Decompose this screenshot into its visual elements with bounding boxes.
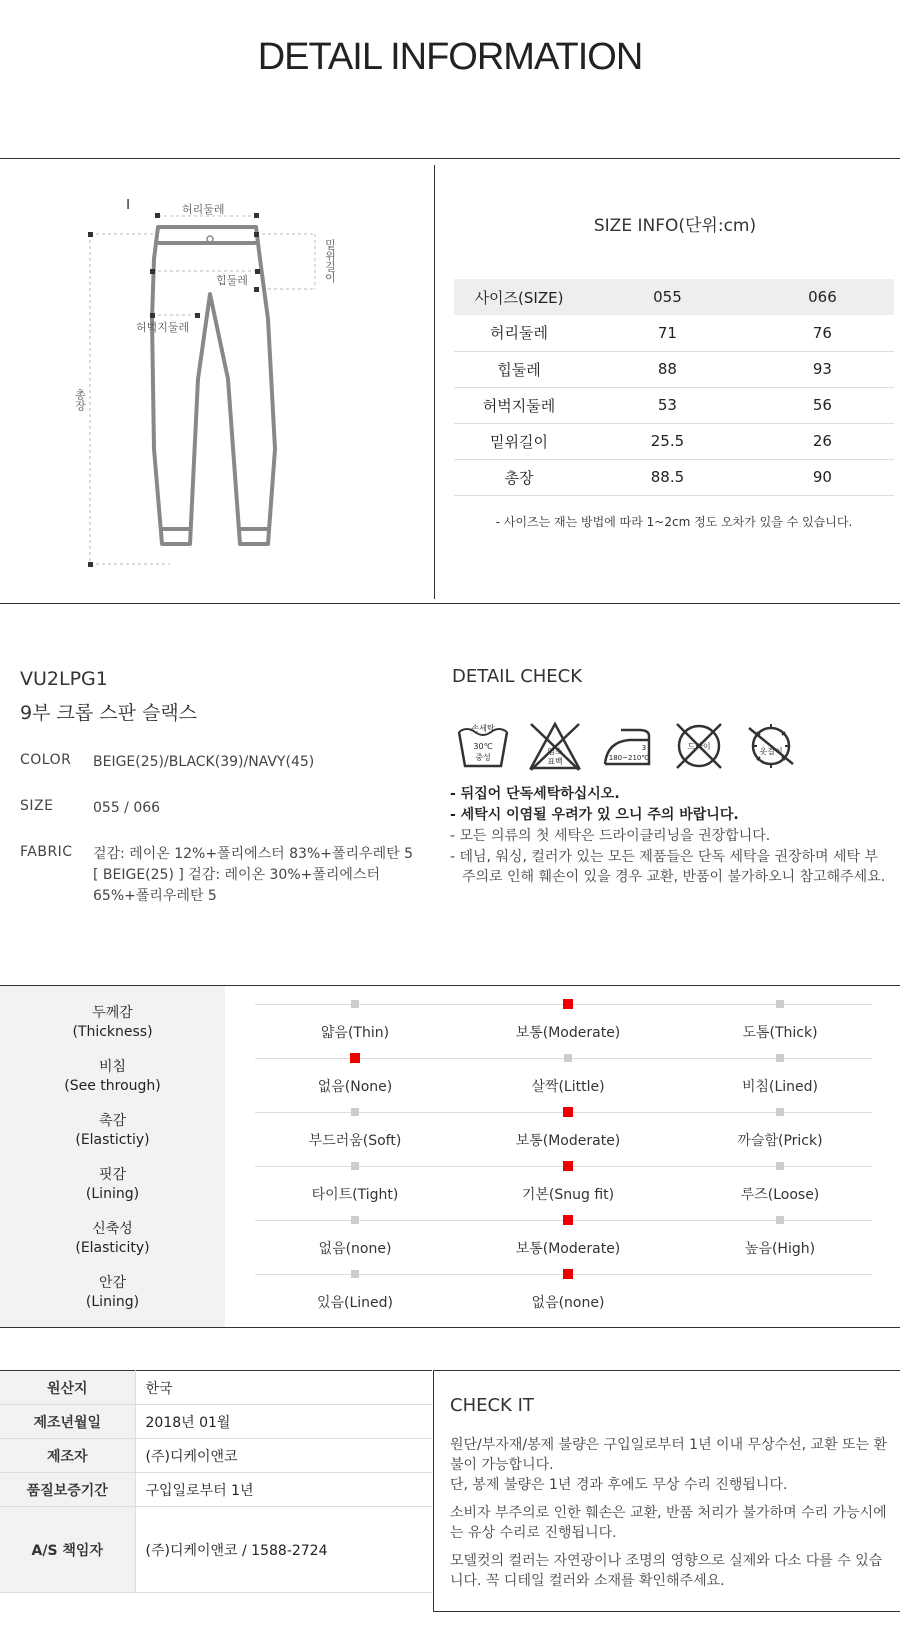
- no-hanging-icon: [743, 718, 799, 774]
- feel-marker: [351, 1108, 359, 1116]
- feel-label: [0, 1058, 225, 1096]
- page-title: DETAIL INFORMATION: [257, 36, 643, 78]
- feel-option: 없음(none): [318, 1241, 392, 1257]
- care-text: 드라이: [687, 742, 711, 751]
- no-bleach-icon: [527, 718, 583, 774]
- feel-label: [0, 1274, 225, 1312]
- feel-option: 까슬함(Prick): [737, 1133, 823, 1149]
- feel-selected-marker: [563, 1215, 573, 1225]
- check-paragraph: [450, 1435, 890, 1495]
- feel-row: [0, 1048, 900, 1102]
- product-info-table: [0, 1370, 432, 1593]
- info-value: 2018년 01월: [135, 1405, 432, 1439]
- hand-wash-30-icon: [455, 718, 511, 774]
- feel-marker: [351, 1270, 359, 1278]
- size-col-066: 066: [751, 279, 894, 315]
- hip-label: 힙둘레: [216, 274, 248, 287]
- feel-row: [0, 994, 900, 1048]
- spec-fabric-value: [93, 844, 423, 907]
- fabric-feel-section: [0, 985, 900, 1328]
- spec-size-value: 055 / 066: [93, 800, 161, 816]
- size-cell: 93: [751, 351, 894, 387]
- feel-label: [0, 1004, 225, 1042]
- info-value: 한국: [135, 1371, 432, 1405]
- care-text: 180~210℃: [608, 754, 650, 762]
- feel-selected-marker: [563, 1161, 573, 1171]
- feel-option: 비침(Lined): [741, 1079, 819, 1095]
- size-row-label: 허벅지둘레: [454, 387, 584, 423]
- feel-label: [0, 1220, 225, 1258]
- fabric-line-2: [ BEIGE(25) ] 겉감: 레이온 30%+폴리에스터 65%+폴리우레탄 5: [93, 867, 380, 904]
- feel-label: [0, 1166, 225, 1204]
- size-section: [0, 158, 900, 604]
- care-notes: [450, 784, 890, 888]
- spec-fabric: [20, 844, 440, 934]
- length-label: 총장: [73, 389, 87, 411]
- size-cell: 25.5: [584, 423, 751, 459]
- info-key: A/S 책임자: [0, 1507, 135, 1593]
- feel-marker: [351, 1162, 359, 1170]
- size-table: [454, 279, 894, 496]
- size-cell: 26: [751, 423, 894, 459]
- feel-option: 보통(Moderate): [515, 1241, 621, 1257]
- table-row: [454, 387, 894, 423]
- size-col-label: 사이즈(SIZE): [454, 279, 584, 315]
- feel-option: 있음(Lined): [316, 1295, 394, 1311]
- feel-marker: [564, 1054, 572, 1062]
- care-text: 염소: [547, 747, 563, 756]
- feel-option: 보통(Moderate): [515, 1133, 621, 1149]
- check-line: 단, 봉제 불량은 1년 경과 후에도 무상 수리 진행됩니다.: [450, 1477, 788, 1493]
- feel-label-en: (Thickness): [72, 1024, 153, 1040]
- feel-option: 없음(none): [531, 1295, 605, 1311]
- size-info-title: SIZE INFO(단위:cm): [593, 216, 757, 236]
- feel-marker: [776, 1216, 784, 1224]
- table-row: [454, 315, 894, 351]
- feel-label-en: (See through): [64, 1078, 161, 1094]
- spec-color-label: COLOR: [20, 752, 72, 768]
- size-cell: 88: [584, 351, 751, 387]
- care-note: - 세탁시 이염될 우려가 있 으니 주의 바랍니다.: [450, 807, 739, 823]
- info-value: (주)디케이앤코: [135, 1439, 432, 1473]
- feel-row: [0, 1156, 900, 1210]
- table-row: [454, 459, 894, 495]
- feel-row: [0, 1210, 900, 1264]
- feel-label-en: (Lining): [85, 1294, 140, 1310]
- feel-selected-marker: [350, 1053, 360, 1063]
- spec-size: [20, 798, 440, 820]
- size-cell: 90: [751, 459, 894, 495]
- size-cell: 76: [751, 315, 894, 351]
- size-note: - 사이즈는 재는 방법에 따라 1~2cm 정도 오차가 있을 수 있습니다.: [495, 515, 853, 529]
- table-row: [454, 423, 894, 459]
- info-value: (주)디케이앤코 / 1588-2724: [135, 1507, 432, 1593]
- table-row: [0, 1439, 432, 1473]
- rise-label: 밑위길이: [323, 239, 337, 283]
- diagram-marker: I: [126, 199, 131, 213]
- size-cell: 53: [584, 387, 751, 423]
- feel-option: 루즈(Loose): [740, 1187, 820, 1203]
- feel-label-ko: 두께감: [92, 1005, 133, 1021]
- check-paragraph: 소비자 부주의로 인한 훼손은 교환, 반품 처리가 불가하며 수리 가능시에는 유상 수리로 진행됩니다.: [450, 1505, 887, 1541]
- care-text: 표백: [547, 757, 563, 766]
- feel-option: 보통(Moderate): [515, 1025, 621, 1041]
- feel-row: [0, 1264, 900, 1318]
- pants-outline: [152, 227, 275, 544]
- spec-fabric-label: FABRIC: [20, 844, 73, 860]
- divider: [434, 165, 435, 599]
- care-icons: [455, 718, 855, 774]
- table-row: [0, 1473, 432, 1507]
- table-row: [0, 1371, 432, 1405]
- care-text: 중성: [475, 753, 491, 762]
- feel-selected-marker: [563, 1107, 573, 1117]
- product-code: VU2LPG1: [20, 668, 108, 690]
- feel-label-en: (Lining): [85, 1186, 140, 1202]
- care-text: 30℃: [473, 742, 493, 751]
- info-key: 품질보증기간: [0, 1473, 135, 1507]
- check-it-text: [450, 1435, 890, 1599]
- feel-row: [0, 1102, 900, 1156]
- check-line: 원단/부자재/봉제 불량은 구입일로부터 1년 이내 무상수선, 교환 또는 환불이 가능합니다.: [450, 1437, 888, 1473]
- size-col-055: 055: [584, 279, 751, 315]
- feel-label: [0, 1112, 225, 1150]
- detail-check-title: DETAIL CHECK: [452, 666, 583, 687]
- care-text: 3: [641, 744, 647, 752]
- size-row-label: 총장: [454, 459, 584, 495]
- table-row: [0, 1507, 432, 1593]
- pants-measurement-diagram: [70, 199, 380, 579]
- feel-label-ko: 핏감: [98, 1167, 127, 1183]
- feel-marker: [776, 1162, 784, 1170]
- waist-label: 허리둘레: [182, 203, 225, 216]
- spec-color-value: BEIGE(25)/BLACK(39)/NAVY(45): [93, 754, 315, 770]
- check-it-section: [433, 1370, 900, 1612]
- table-row: [0, 1405, 432, 1439]
- product-name: 9부 크롭 스판 슬랙스: [20, 702, 198, 724]
- feel-option: 기본(Snug fit): [521, 1187, 615, 1203]
- feel-option: 없음(None): [317, 1079, 393, 1095]
- thigh-label: 허벅지둘레: [136, 321, 190, 334]
- feel-marker: [776, 1000, 784, 1008]
- feel-marker: [351, 1000, 359, 1008]
- size-table-header: [454, 279, 894, 315]
- feel-option: 높음(High): [744, 1241, 816, 1257]
- feel-label-en: (Elasticity): [75, 1240, 150, 1256]
- spec-color: [20, 752, 440, 774]
- feel-marker: [776, 1108, 784, 1116]
- care-text: 옷걸이: [759, 747, 783, 756]
- size-row-label: 힙둘레: [454, 351, 584, 387]
- feel-selected-marker: [563, 999, 573, 1009]
- size-cell: 56: [751, 387, 894, 423]
- size-cell: 88.5: [584, 459, 751, 495]
- care-note: - 데님, 워싱, 컬러가 있는 모든 제품들은 단독 세탁을 권장하며 세탁 부주의로 인해 훼손이 있을 경우 교환, 반품이 불가하오니 참고해주세요.: [450, 849, 886, 885]
- info-key: 제조자: [0, 1439, 135, 1473]
- info-value: 구입일로부터 1년: [135, 1473, 432, 1507]
- size-row-label: 허리둘레: [454, 315, 584, 351]
- feel-label-ko: 비침: [98, 1059, 127, 1075]
- feel-option: 얇음(Thin): [320, 1025, 390, 1041]
- feel-label-en: (Elastictiy): [75, 1132, 150, 1148]
- feel-marker: [351, 1216, 359, 1224]
- info-key: 제조년월일: [0, 1405, 135, 1439]
- check-it-title: CHECK IT: [450, 1395, 534, 1416]
- care-note: - 뒤집어 단독세탁하십시오.: [450, 786, 620, 802]
- iron-180-210-icon: [599, 718, 655, 774]
- feel-option: 부드러움(Soft): [308, 1133, 402, 1149]
- no-dry-clean-icon: [671, 718, 727, 774]
- feel-label-ko: 신축성: [92, 1221, 133, 1237]
- fabric-line-1: 겉감: 레이온 12%+폴리에스터 83%+폴리우레탄 5: [93, 846, 413, 862]
- table-row: [454, 351, 894, 387]
- spec-size-label: SIZE: [20, 798, 54, 814]
- feel-label-ko: 촉감: [98, 1113, 127, 1129]
- size-cell: 71: [584, 315, 751, 351]
- care-text: 손세탁: [471, 724, 495, 733]
- check-paragraph: 모델컷의 컬러는 자연광이나 조명의 영향으로 실제와 다소 다를 수 있습니다. 꼭 디테일 컬러와 소재를 확인해주세요.: [450, 1553, 883, 1589]
- size-row-label: 밑위길이: [454, 423, 584, 459]
- feel-label-ko: 안감: [98, 1275, 127, 1291]
- info-key: 원산지: [0, 1371, 135, 1405]
- feel-option: 살짝(Little): [531, 1079, 605, 1095]
- feel-selected-marker: [563, 1269, 573, 1279]
- feel-option: 타이트(Tight): [311, 1187, 399, 1203]
- care-note: - 모든 의류의 첫 세탁은 드라이클리닝을 권장합니다.: [450, 828, 771, 844]
- feel-marker: [776, 1054, 784, 1062]
- feel-option: 도톰(Thick): [742, 1025, 818, 1041]
